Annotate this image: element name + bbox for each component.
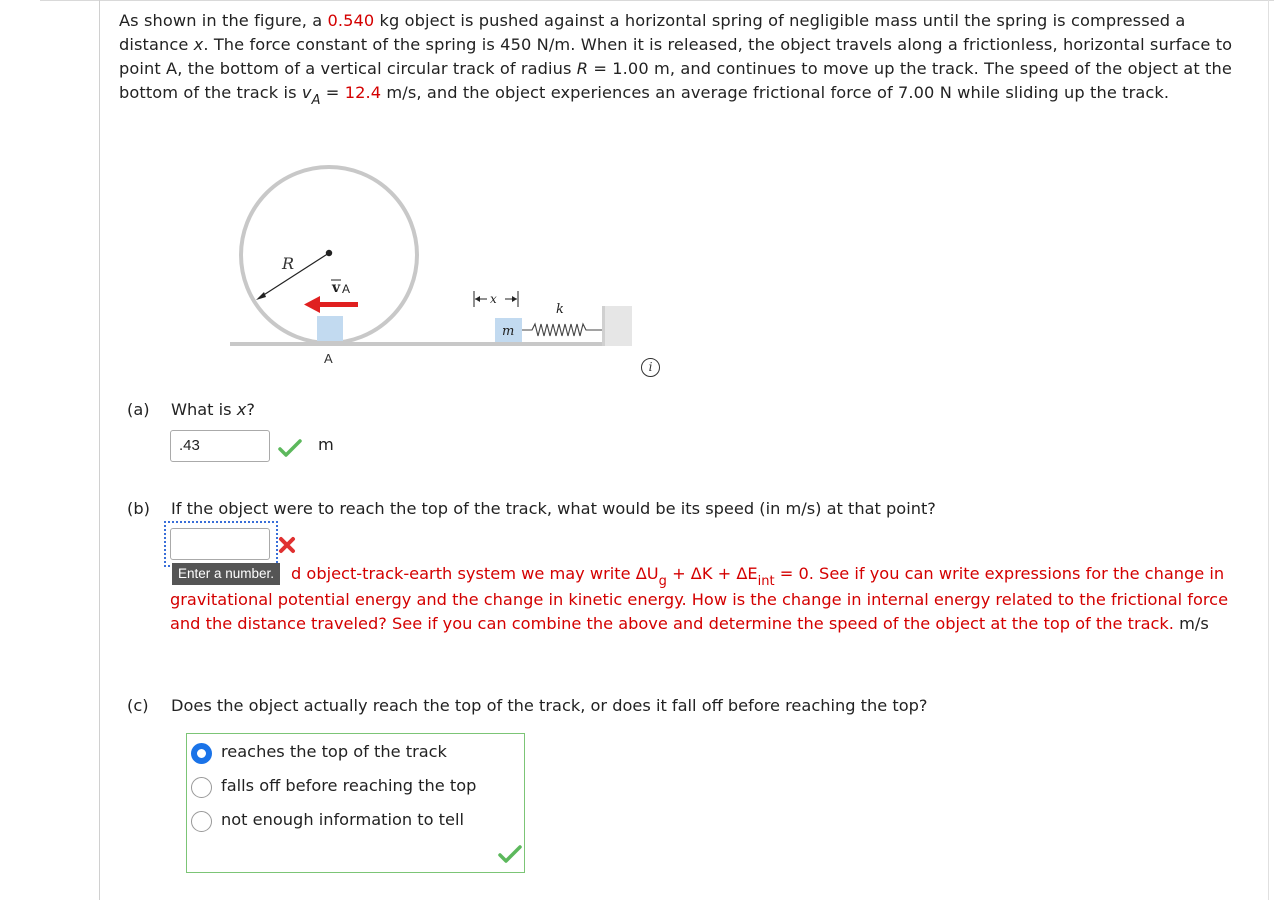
- hint-subscript: int: [757, 574, 775, 589]
- x-label: x: [490, 292, 497, 306]
- spring: [522, 324, 602, 336]
- spring-label: k: [556, 302, 564, 317]
- problem-text: . The force constant of the spring is 450 N/m. When it is released, the object travels along a frictionless, horizontal surface to point A, the bottom of a vertical circular track of radius: [119, 35, 1233, 78]
- part-c-label: (c): [127, 696, 149, 715]
- problem-text: As shown in the figure, a: [119, 11, 328, 30]
- wall-edge: [602, 306, 605, 346]
- radio-button[interactable]: [191, 811, 212, 832]
- question-text: ?: [246, 400, 255, 419]
- info-icon[interactable]: i: [641, 358, 660, 377]
- part-b-question: If the object were to reach the top of the track, what would be its speed (in m/s) at that point?: [171, 499, 936, 518]
- x-arrowhead-right: [512, 296, 517, 302]
- velocity-arrowhead: [304, 296, 320, 313]
- choice-label: not enough information to tell: [221, 810, 464, 829]
- problem-statement: [119, 9, 1249, 107]
- unit-b: m/s: [1173, 614, 1209, 633]
- check-icon: [278, 439, 302, 457]
- mass-value: 0.540: [327, 11, 375, 30]
- top-divider: [40, 0, 1274, 1]
- radio-button[interactable]: [191, 743, 212, 764]
- r-variable: R: [576, 59, 589, 78]
- answer-b-input[interactable]: [170, 528, 270, 560]
- track-center: [326, 250, 332, 256]
- part-b-label: (b): [127, 499, 150, 518]
- velocity-label: v: [332, 280, 341, 296]
- v-subscript: A: [311, 93, 321, 108]
- block-at-a: [317, 316, 343, 341]
- radius-arrowhead: [256, 292, 266, 300]
- cross-icon: [277, 535, 297, 555]
- left-divider: [99, 0, 100, 900]
- hint-text: = 0. See if you can write expressions for the change in gravitational potential energy and the change in kinetic energy. How is the change in internal energy related to the frictional force and the distance traveled? See if you can combine the above and determine the speed of the object at the top of the track.: [170, 564, 1229, 633]
- validation-tooltip: Enter a number.: [172, 563, 280, 585]
- v-variable: v: [301, 83, 312, 102]
- loop-track-figure: [220, 176, 640, 366]
- problem-text: m/s, and the object experiences an average frictional force of 7.00 N while sliding up the track.: [381, 83, 1170, 102]
- check-icon: [498, 845, 522, 863]
- speed-value: 12.4: [344, 83, 382, 102]
- mass-label: m: [502, 324, 515, 339]
- ground-surface: [230, 342, 606, 346]
- unit-a: m: [318, 435, 334, 454]
- right-divider: [1268, 0, 1269, 900]
- radius-label: R: [282, 254, 295, 273]
- problem-text: =: [320, 83, 345, 102]
- choice-label: falls off before reaching the top: [221, 776, 477, 795]
- hint-text: + ΔK + ΔE: [666, 564, 758, 583]
- choice-label: reaches the top of the track: [221, 742, 447, 761]
- hint-feedback: [170, 562, 1230, 636]
- part-a-question: [171, 400, 255, 419]
- hint-text: d object-track-earth system we may write ΔU: [291, 564, 659, 583]
- wall: [602, 306, 632, 346]
- x-arrowhead-left: [475, 296, 480, 302]
- question-text: What is: [171, 400, 237, 419]
- x-variable: x: [193, 35, 204, 54]
- problem-text: kg object is pushed against a horizontal spring of negligible mass until the spring is compressed a distance: [119, 11, 1186, 54]
- velocity-arrow: [318, 302, 358, 307]
- x-variable: x: [236, 400, 247, 419]
- velocity-subscript: A: [342, 282, 351, 296]
- part-a-label: (a): [127, 400, 150, 419]
- point-a-label: A: [324, 351, 333, 366]
- hint-subscript: g: [658, 574, 667, 589]
- part-c-question: Does the object actually reach the top of the track, or does it fall off before reaching the top?: [171, 696, 928, 715]
- answer-a-input[interactable]: .43: [170, 430, 270, 462]
- radio-button[interactable]: [191, 777, 212, 798]
- problem-text: = 1.00 m, and continues to move up the track. The speed of the object at the bottom of the track is: [119, 59, 1232, 102]
